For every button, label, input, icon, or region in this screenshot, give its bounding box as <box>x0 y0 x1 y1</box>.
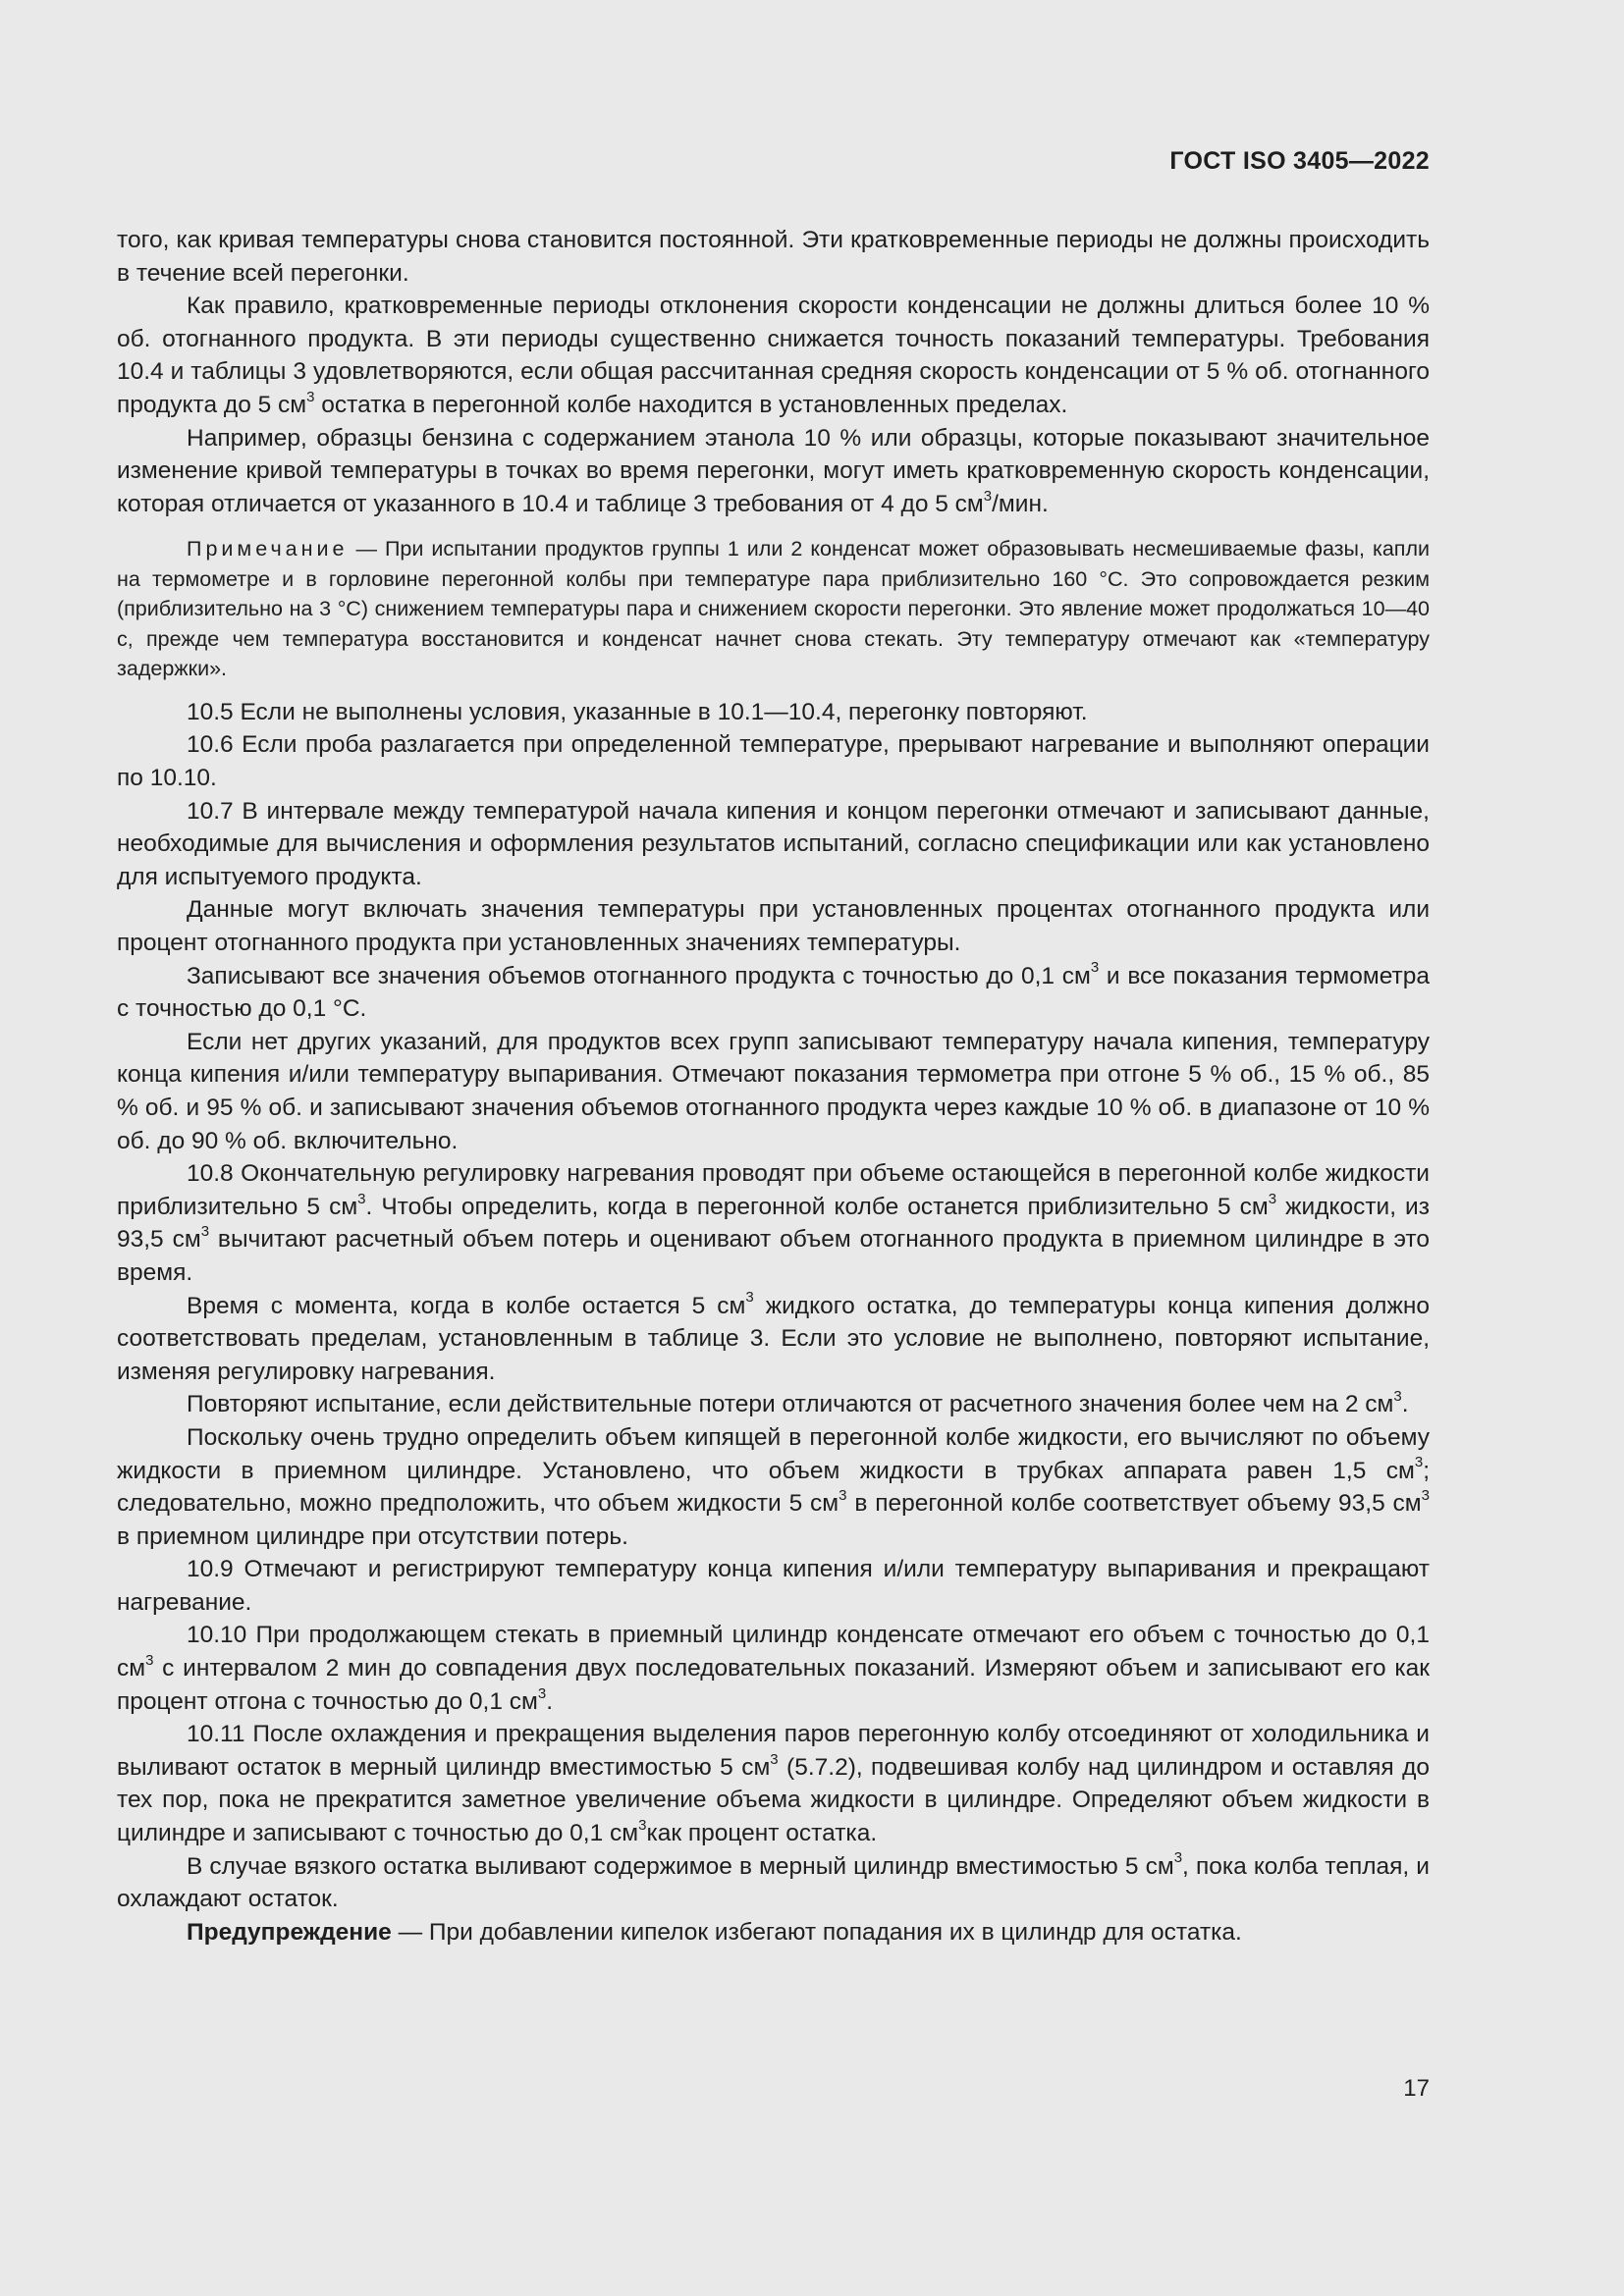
warning-paragraph: Предупреждение — При добавлении кипелок избегают попадания их в цилиндр для остатка. <box>187 1918 1242 1946</box>
paragraph: Поскольку очень трудно определить объем кипящей в перегонной колбе жидкости, его вычисляют по объему жидкости в приемном цилиндре. Установлено, что объем жидкости в трубках аппарата равен 1,5 $см^3$; следовательно, можно предположить, что объем жидкости 5 $см^3$ в перегонной колбе соответствует объему 93,5 $см^3$ в приемном цилиндре при отсутствии потерь. <box>117 1423 1430 1550</box>
paragraph: Данные могут включать значения температуры при установленных процентах отогнанного продукта или процент отогнанного продукта при установленных значениях температуры. <box>117 896 1430 956</box>
clause-10-11: 10.11 После охлаждения и прекращения выделения паров перегонную колбу отсоединяют от холодильника и выливают остаток в мерный цилиндр вместимостью 5 $см^3$ (5.7.2), подвешивая колбу над цилиндром и оставляя до тех пор, пока не прекратится заметное увеличение объема жидкости в цилиндре. Определяют объем жидкости в цилиндре и записывают с точностью до 0,1 $см^3как$ процент остатка. <box>117 1721 1430 1847</box>
clause-10-6: 10.6 Если проба разлагается при определенной температуре, прерывают нагревание и выполняют операции по 10.10. <box>117 731 1430 792</box>
paragraph: Например, образцы бензина с содержанием этанола 10 % или образцы, которые показывают значительное изменение кривой температуры в точках во время перегонки, могут иметь кратковременную скорость конденсации, которая отличается от указанного в 10.4 и таблице 3 требования от 4 до 5 $см^3$/мин. <box>117 424 1430 517</box>
clause-10-10: 10.10 При продолжающем стекать в приемный цилиндр конденсате отмечают его объем с точностью до 0,1 $см^3$ с интервалом 2 мин до совпадения двух последовательных показаний. Измеряют объем и записывают его как процент отгона с точностью до 0,1 $см^3$. <box>117 1622 1430 1715</box>
paragraph: В случае вязкого остатка выливают содержимое в мерный цилиндр вместимостью 5 $см^3$, пока колба теплая, и охлаждают остаток. <box>117 1849 1430 1913</box>
paragraph: Если нет других указаний, для продуктов всех групп записывают температуру начала кипения, температуру конца кипения и/или температуру выпаривания. Отмечают показания термометра при отгоне 5 % об., 15 % об., 85 % об. и 95 % об. и записывают значения объемов отогнанного продукта через каждые 10 % об. в диапазоне от 10 % об. до 90 % об. включительно. <box>117 1028 1430 1154</box>
paragraph: Записывают все значения объемов отогнанного продукта с точностью до 0,1 $см^3$ и все показания термометра с точностью до 0,1 °С. <box>117 959 1430 1023</box>
paragraph: Повторяют испытание, если действительные потери отличаются от расчетного значения более чем на 2 $см^3$. <box>187 1388 1409 1418</box>
paragraph: Как правило, кратковременные периоды отклонения скорости конденсации не должны длиться более 10 % об. отогнанного продукта. В эти периоды существенно снижается точность показаний температуры. Требования 10.4 и таблицы 3 удовлетворяются, если общая рассчитанная средняя скорость конденсации от 5 % об. отогнанного продукта до 5 $см^3$ остатка в перегонной колбе находится в установленных пределах. <box>117 293 1430 418</box>
clause-10-5: 10.5 Если не выполнены условия, указанные в 10.1—10.4, перегонку повторяют. <box>187 698 1088 725</box>
document-body <box>117 224 1430 1949</box>
clause-10-8: 10.8 Окончательную регулировку нагревания проводят при объеме остающейся в перегонной колбе жидкости приблизительно 5 $см^3$. Чтобы определить, когда в перегонной колбе останется приблизительно 5 $см^3$ жидкости, из 93,5 $см^3$ вычитают расчетный объем потерь и оценивают объем отогнанного продукта в приемном цилиндре в это время. <box>117 1160 1430 1286</box>
note-paragraph: Примечание — При испытании продуктов группы 1 или 2 конденсат может образовывать несмешиваемые фазы, капли на термометре и в горловине перегонной колбы при температуре пара приблизительно 160 °С. Это сопровождается резким (приблизительно на 3 °С) снижением температуры пара и снижением скорости перегонки. Это явление может продолжаться 10—40 с, прежде чем температура восстановится и конденсат начнет снова стекать. Эту температуру отмечают как «температуру задержки». <box>117 537 1430 681</box>
clause-10-7: 10.7 В интервале между температурой начала кипения и концом перегонки отмечают и записывают данные, необходимые для вычисления и оформления результатов испытаний, согласно спецификации или как установлено для испытуемого продукта. <box>117 797 1430 890</box>
page-number: 17 <box>1403 2075 1430 2102</box>
clause-10-9: 10.9 Отмечают и регистрируют температуру конца кипения и/или температуру выпаривания и прекращают нагревание. <box>117 1556 1430 1616</box>
paragraph: Время с момента, когда в колбе остается 5 $см^3$ жидкого остатка, до температуры конца кипения должно соответствовать пределам, установленным в таблице 3. Если это условие не выполнено, повторяют испытание, изменяя регулировку нагревания. <box>117 1289 1430 1385</box>
warning-label: Предупреждение <box>187 1918 392 1946</box>
note-label: Примечание <box>187 537 349 561</box>
document-header: ГОСТ ISO 3405—2022 <box>1169 147 1430 175</box>
paragraph: того, как кривая температуры снова становится постоянной. Эти кратковременные периоды не должны происходить в течение всей перегонки. <box>117 227 1430 287</box>
